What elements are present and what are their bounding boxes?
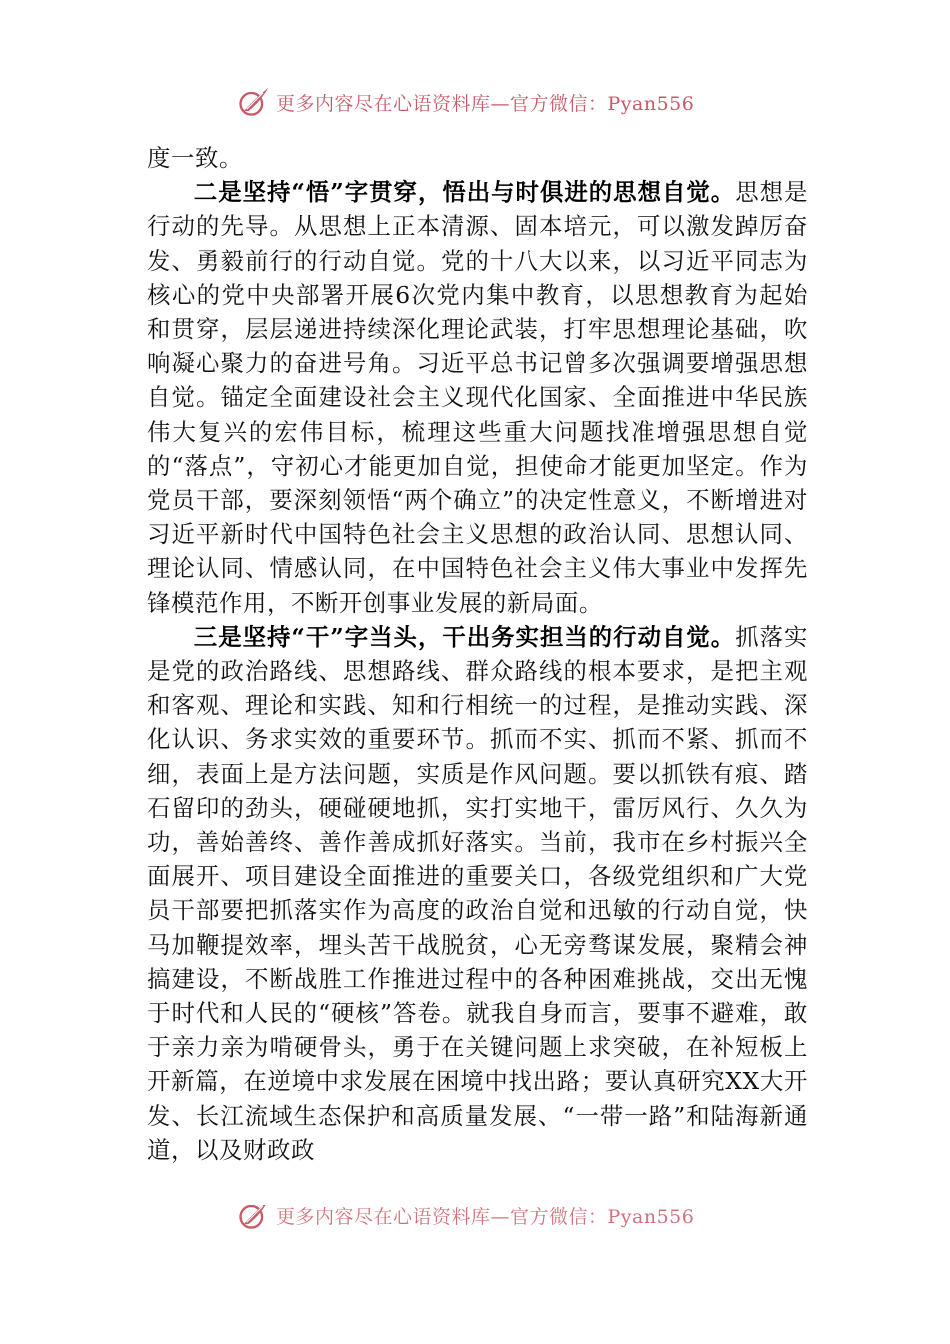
quill-logo-icon [236,84,272,120]
paragraph-text: 抓落实是党的政治路线、思想路线、群众路线的根本要求，是把主观和客观、理论和实践、知和行相统一的过程，是推动实践、深化认识、务求实效的重要环节。抓而不实、抓而不紧、抓而不细，表面上是方法问题，实质是作风问题。要以抓铁有痕、踏石留印的劲头，硬碰硬地抓，实打实地干，雷厉风行、久久为功，善始善终、善作善成抓好落实。当前，我市在乡村振兴全面展开、项目建设全面推进的重要关口，各级党组织和广大党员干部要把抓落实作为高度的政治自觉和迅敏的行动自觉，快马加鞭提效率，埋头苦干战脱贫，心无旁骛谋发展，聚精会神搞建设，不断战胜工作推进过程中的各种困难挑战，交出无愧于时代和人民的“硬核”答卷。就我自身而言，要事不避难，敢于亲力亲为啃硬骨头，勇于在关键问题上求突破，在补短板上开新篇，在逆境中求发展在困境中找出路；要认真研究XX大开发、长江流域生态保护和高质量发展、“一带一路”和陆海新通道，以及财政政 [147,622,808,1164]
paragraph-point-two [147,175,808,620]
paragraph-point-three [147,620,808,1167]
quill-logo-icon [236,1205,272,1233]
document-body [147,141,808,1167]
paragraph-heading: 三是坚持“干”字当头，干出务实担当的行动自觉。 [193,622,736,651]
paragraph-text: 思想是行动的先导。从思想上正本清源、固本培元，可以激发踔厉奋发、勇毅前行的行动自觉。党的十八大以来，以习近平同志为核心的党中央部署开展6次党内集中教育，以思想教育为起始和贯穿，层层递进持续深化理论武装，打牢思想理论基础，吹响凝心聚力的奋进号角。习近平总书记曾多次强调要增强思想自觉。锚定全面建设社会主义现代化国家、全面推进中华民族伟大复兴的宏伟目标，梳理这些重大问题找准增强思想自觉的“落点”，守初心才能更加自觉，担使命才能更加坚定。作为党员干部，要深刻领悟“两个确立”的决定性意义，不断增进对习近平新时代中国特色社会主义思想的政治认同、思想认同、理论认同、情感认同，在中国特色社会主义伟大事业中发挥先锋模范作用，不断开创事业发展的新局面。 [147,178,808,617]
watermark-text: 更多内容尽在心语资料库—官方微信：Pyan556 [276,92,695,115]
watermark-footer [236,1205,694,1235]
watermark-text: 更多内容尽在心语资料库—官方微信：Pyan556 [276,1205,695,1228]
paragraph-heading: 二是坚持“悟”字贯穿，悟出与时俱进的思想自觉。 [193,178,736,207]
paragraph-continuation: 度一致。 [147,144,243,172]
watermark-header [236,82,694,122]
